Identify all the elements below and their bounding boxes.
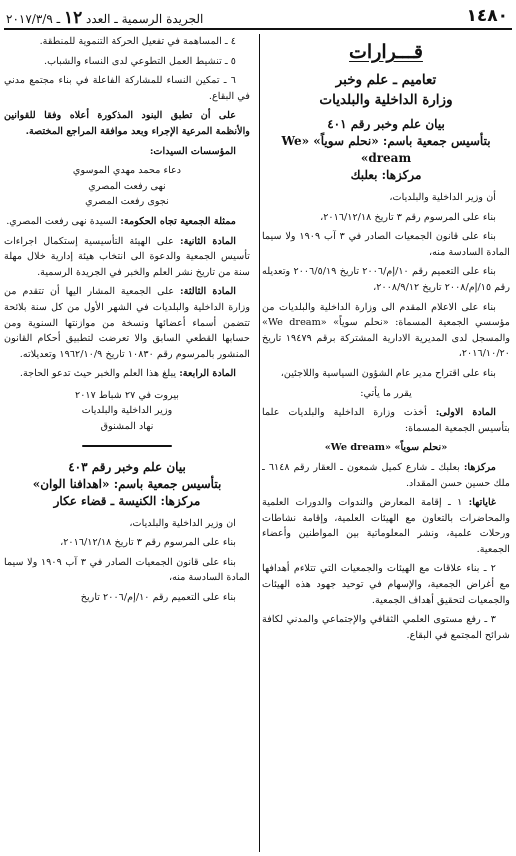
founder-name: نهى رفعت المصري — [88, 180, 166, 192]
article-three — [4, 284, 250, 362]
page-header — [4, 4, 512, 30]
paragraph: أن وزير الداخلية والبلديات، — [389, 192, 496, 203]
paragraph: بناء على الاعلام المقدم الى وزارة الداخلية والبلديات من مؤسسي الجمعية المسماة: «نحلم سوياً» «We dream» والمسجل لدى المديرية الادارية المشتركة برقم ١٩٤٧٩ تاريخ ٢٠١٦/١٠/٢٠، — [262, 301, 510, 360]
journal-prefix: الجريدة الرسمية ـ العدد — [86, 12, 204, 26]
section-separator — [82, 443, 172, 449]
paragraph: بناء على التعميم رقم ١٠/إم/٢٠٠٦ تاريخ — [80, 592, 236, 604]
paragraph: بناء على التعميم رقم ١٠/إم/٢٠٠٦ تاريخ ٢٠٠٦/٥/١٩ وتعديله رقم ١٥/إم/٢٠٠٨ تاريخ ٢٠٠٨/٩/١٢، — [262, 266, 510, 293]
signature-place-date: بيروت في ٢٧ شباط ٢٠١٧ — [74, 389, 179, 401]
signature-title: وزير الداخلية والبلديات — [81, 405, 173, 417]
association-line: بتأسيس جمعية باسم: «اهدافنا الوان» — [32, 476, 222, 491]
goal-item: ٣ ـ رفع مستوى العلمي الثقافي والإجتماعي والمدني لكافة شرائح المجتمع في البقاع. — [262, 614, 510, 641]
hq-label: مركزها: — [463, 461, 496, 473]
paragraph: بناء على قانون الجمعيات الصادر في ٣ آب ١٩٠٩ ولا سيما المادة السادسة منه، — [262, 231, 510, 258]
decision-heading: بيان علم وخبر رقم ٤٠١ — [327, 117, 445, 131]
goals-label: غاياتها: — [468, 497, 496, 509]
goal-text: ١ ـ إقامة المعارض والندوات والدورات العلمية والمحاضرات بالتعاون مع الهيئات العلمية، وإقامة نشاطات ورحلات علمية، ونشر المعلوماتية بين المواطنين وأعضاء الجمعية. — [262, 497, 510, 555]
article-text: على الجمعية المشار اليها أن تتقدم من وزارة الداخلية والبلديات في الشهر الأول من كل سنة بلائحة تتضمن أسماء أعضائها ونسخة من موازنتها السنوية ومن حسابها القطعي السابق والا تعرضت لتطبيق أحكام القانون المنشور بالمرسوم رقم ١٠٨٣٠ تاريخ ١٩٦٢/١٠/٩ وتعديلاته. — [4, 286, 250, 360]
article-two — [4, 234, 250, 281]
decides-line: يقرر ما يأتي: — [360, 387, 412, 399]
founder-name: دعاء محمد مهدي الموسوي — [72, 165, 182, 177]
decision-heading: بيان علم وخبر رقم ٤٠٣ — [68, 459, 186, 474]
article-label: المادة الاولى: — [435, 407, 496, 419]
article-four — [4, 366, 250, 382]
article-label: المادة الثانية: — [180, 235, 236, 247]
ministry-title: وزارة الداخلية والبلديات — [319, 92, 453, 108]
paragraph: بناء على قانون الجمعيات الصادر في ٣ آب ١٩٠٩ ولا سيما المادة السادسة منه، — [4, 556, 250, 584]
association-name: «نحلم سوياً» «We dream» — [324, 442, 448, 454]
founder-name: نجوى رفعت المصري — [85, 196, 169, 208]
center-line: مركزها: الكنيسة ـ قضاء عكار — [53, 493, 201, 508]
journal-title — [6, 8, 203, 28]
goal-item: ٤ ـ المساهمة في تفعيل الحركة التنموية للمنطقة. — [39, 36, 236, 47]
goal-item: ٢ ـ بناء علاقات مع الهيئات والجمعيات التي تتلاءم أهدافها مع أغراض الجمعية، والإسهام في توحيد جهود هذه الهيئات والجمعيات لتحقيق أهداف الجمعية. — [262, 563, 510, 606]
paragraph: بناء على المرسوم رقم ٣ تاريخ ٢٠١٦/١٢/١٨، — [320, 211, 496, 223]
paragraph: ان وزير الداخلية والبلديات، — [129, 517, 236, 529]
issue-number: ١٢ — [63, 8, 83, 28]
article-text: على الهيئة التأسيسية إستكمال اجراءات تأسيس الجمعية والدعوة الى انتخاب هيئة إدارية خلال مهلة سنة من تاريخ نشر العلم والخبر في الجريدة الرسمية. — [4, 235, 250, 278]
paragraph: بناء على اقتراح مدير عام الشؤون السياسية واللاجئين، — [280, 367, 496, 379]
section-title: قـــرارات — [349, 41, 423, 63]
rep-text: السيدة نهى رفعت المصري. — [6, 215, 118, 227]
article-label: المادة الثالثة: — [180, 286, 236, 298]
goal-item — [262, 495, 510, 557]
page-number: ١٤٨٠ — [466, 6, 508, 26]
signature-name: نهاد المشنوق — [100, 421, 154, 433]
founders-label: المؤسسات السيدات: — [149, 145, 236, 157]
headquarters — [262, 460, 510, 491]
condition-text: على أن تطبق البنود المذكورة أعلاه وفقا للقوانين والأنظمة المرعية الإجراء وبعد موافقة المراجع المختصة. — [4, 110, 250, 137]
representative — [4, 214, 250, 230]
hq-text: بعلبك ـ شارع كميل شمعون ـ العقار رقم ٦١٤٨ ـ ملك حسين حسن المقداد. — [262, 461, 510, 489]
goal-item: ٥ ـ تنشيط العمل التطوعي لدى النساء والشباب. — [44, 55, 236, 67]
article-text: أخذت وزارة الداخلية والبلديات علما بتأسيس الجمعية المسماة: — [262, 407, 510, 434]
goal-item: ٦ ـ تمكين النساء للمشاركة الفاعلة في بناء مجتمع مدني في البقاع. — [4, 75, 250, 102]
center-line: مركزها: بعلبك — [350, 168, 422, 182]
column-divider — [259, 34, 260, 852]
association-line: بتأسيس جمعية باسم: «نحلم سوياً» «We dream» — [281, 134, 491, 165]
paragraph: بناء على المرسوم رقم ٣ تاريخ ٢٠١٦/١٢/١٨، — [60, 537, 236, 549]
rep-label: ممثلة الجمعية تجاه الحكومة: — [120, 215, 236, 227]
article-text: يبلغ هذا العلم والخبر حيث تدعو الحاجة. — [19, 368, 177, 380]
right-column — [262, 34, 510, 854]
article-label: المادة الرابعة: — [179, 368, 236, 380]
left-column — [4, 34, 250, 854]
article-one — [262, 405, 510, 436]
journal-date: ـ ٢٠١٧/٣/٩ — [6, 12, 61, 26]
section-subtitle: تعاميم ـ علم وخبر — [335, 72, 437, 88]
